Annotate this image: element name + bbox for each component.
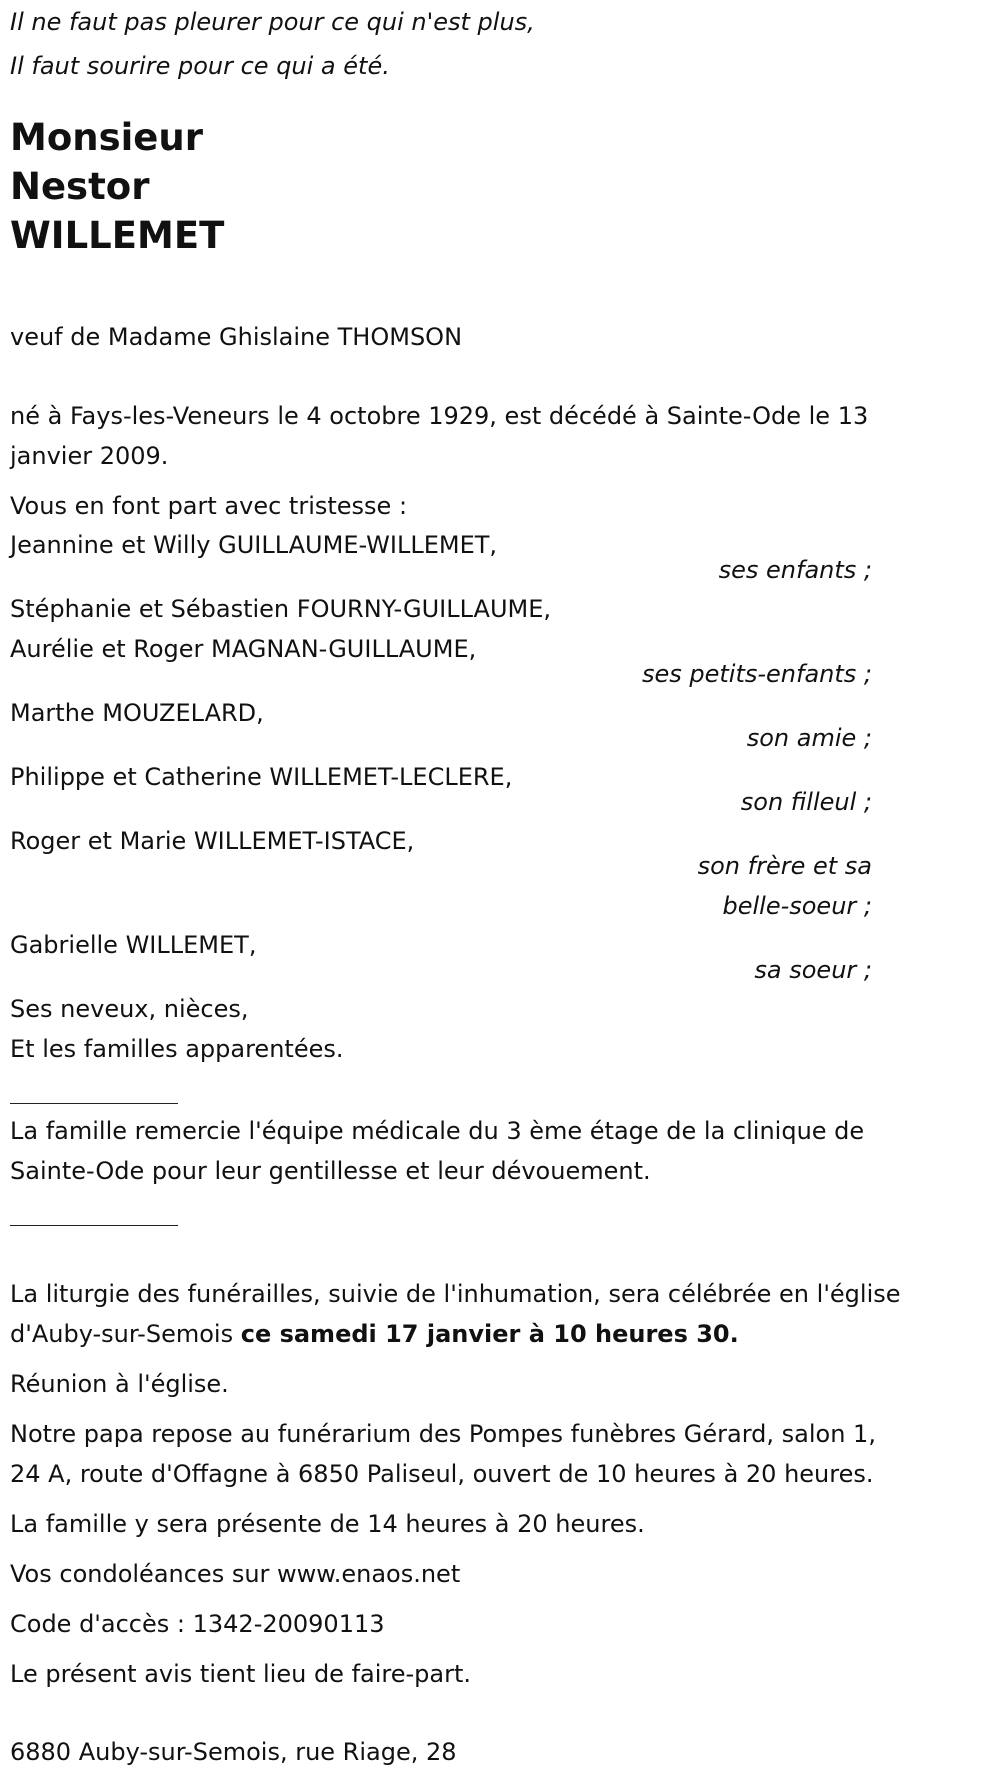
notice: Le présent avis tient lieu de faire-part. (10, 1660, 472, 1688)
funeral-date-time: ce samedi 17 janvier à 10 heures 30. (240, 1320, 739, 1348)
access-code: Code d'accès : 1342-20090113 (10, 1610, 385, 1638)
family-relation: son frère et sa (697, 852, 872, 880)
condolences: Vos condoléances sur www.enaos.net (10, 1560, 461, 1588)
family-names: Roger et Marie WILLEMET-ISTACE, (10, 827, 415, 855)
announcement-intro: Vous en font part avec tristesse : (10, 492, 408, 520)
divider (10, 1103, 178, 1104)
deceased-last-name: WILLEMET (10, 214, 225, 257)
rest-line-1: Notre papa repose au funérarium des Pompes funèbres Gérard, salon 1, (10, 1420, 876, 1448)
family-relation: ses enfants ; (718, 556, 872, 584)
others-line-2: Et les familles apparentées. (10, 1035, 344, 1063)
funeral-line-2 (10, 1320, 739, 1348)
family-relation: ses petits-enfants ; (641, 660, 872, 688)
family-names: Jeannine et Willy GUILLAUME-WILLEMET, (10, 531, 498, 559)
thanks-line-2: Sainte-Ode pour leur gentillesse et leur dévouement. (10, 1157, 651, 1185)
family-names: Gabrielle WILLEMET, (10, 931, 257, 959)
epigraph-line-1: Il ne faut pas pleurer pour ce qui n'est plus, (10, 8, 535, 36)
family-names: Philippe et Catherine WILLEMET-LECLERE, (10, 763, 513, 791)
deceased-title: Monsieur (10, 116, 203, 159)
thanks-line-1: La famille remercie l'équipe médicale du 3 ème étage de la clinique de (10, 1117, 865, 1145)
family-relation: son amie ; (746, 724, 872, 752)
family-names: Aurélie et Roger MAGNAN-GUILLAUME, (10, 635, 477, 663)
family-relation: sa soeur ; (754, 956, 872, 984)
meeting-place: Réunion à l'église. (10, 1370, 229, 1398)
epigraph-line-2: Il faut sourire pour ce qui a été. (10, 52, 390, 80)
widow-of: veuf de Madame Ghislaine THOMSON (10, 323, 463, 351)
address: 6880 Auby-sur-Semois, rue Riage, 28 (10, 1738, 457, 1766)
family-presence: La famille y sera présente de 14 heures à 20 heures. (10, 1510, 645, 1538)
family-relation: son filleul ; (740, 788, 872, 816)
others-line-1: Ses neveux, nièces, (10, 995, 249, 1023)
birth-death-line-1: né à Fays-les-Veneurs le 4 octobre 1929, est décédé à Sainte-Ode le 13 (10, 402, 869, 430)
funeral-place: d'Auby-sur-Semois (10, 1320, 241, 1348)
divider (10, 1225, 178, 1226)
family-names: Stéphanie et Sébastien FOURNY-GUILLAUME, (10, 595, 552, 623)
funeral-line-1: La liturgie des funérailles, suivie de l'inhumation, sera célébrée en l'église (10, 1280, 901, 1308)
deceased-first-name: Nestor (10, 165, 150, 208)
family-relation: belle-soeur ; (722, 892, 872, 920)
rest-line-2: 24 A, route d'Offagne à 6850 Paliseul, ouvert de 10 heures à 20 heures. (10, 1460, 874, 1488)
family-names: Marthe MOUZELARD, (10, 699, 264, 727)
birth-death-line-2: janvier 2009. (10, 442, 169, 470)
